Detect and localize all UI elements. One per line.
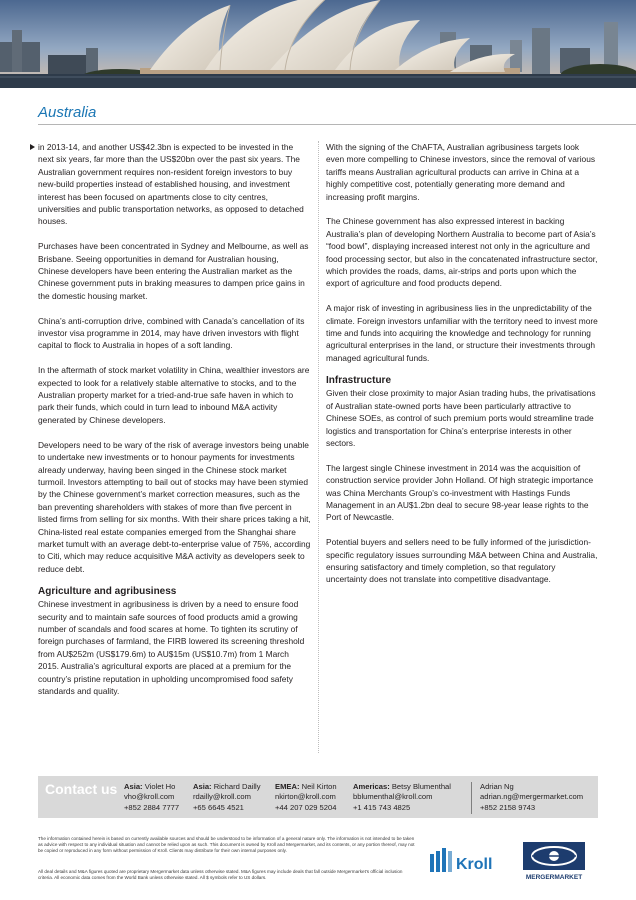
data-source-note: All deal details and M&A figures quoted are proprietary Mergermarket data unless otherwise stated. M&A figures may include deals that fall outside Mergermarket’s official inclusion criteria. All economic data comes from the World Bank unless otherwise stated. All $ symbols refer to US dollars. <box>38 869 403 881</box>
body-paragraph: China’s anti-corruption drive, combined with Canada’s cancellation of its investor visa programme in 2014, may have driven investors with flight capital to flock to Australia in hopes of a soft landing. <box>38 315 305 351</box>
contact-card <box>353 782 451 813</box>
contact-phone: +1 415 743 4825 <box>353 802 411 812</box>
mergermarket-logo-text: MERGERMARKET <box>525 874 583 881</box>
contact-us-title: Contact us <box>45 781 118 797</box>
contact-divider <box>471 782 472 814</box>
kroll-logo <box>430 848 504 876</box>
contact-card <box>124 782 179 813</box>
body-paragraph: in 2013-14, and another US$42.3bn is expected to be invested in the next six years, far more than the US$20bn over the past six years. The Australian government requires non-resident foreign investors to buy new-build properties instead of established housing, and investment interest has been focused on apartments close to city centres, universities and public transportation networks, as opposed to detached houses. <box>38 142 304 227</box>
contact-name: Neil Kirton <box>301 782 337 791</box>
left-column <box>38 141 311 710</box>
contact-phone: +852 2158 9743 <box>480 802 536 812</box>
heading-infrastructure: Infrastructure <box>326 375 392 387</box>
contact-bar <box>38 776 598 818</box>
contact-card <box>193 782 261 813</box>
heading-agriculture: Agriculture and agribusiness <box>38 586 177 598</box>
body-paragraph: A major risk of investing in agribusiness lies in the unpredictability of the climate. Foreign investors unfamiliar with the territory need to invest more time and funds into acquiring the knowledge and technology for running agricultural enterprises in the land, or structure their investments through managed agricultural funds. <box>326 303 598 363</box>
contact-region: Americas: <box>353 782 390 791</box>
body-paragraph: Chinese investment in agribusiness is driven by a need to ensure food security and to maintain safe sources of food products amid a growing number of scandals and food scares at home. To tighten its scrutiny of foreign purchases of farmland, the FIRB lowered its screening threshold from AU$252m (US$179.6m) to AU$15m (US$10.7m) from 1 March 2015. Australia’s agricultural exports are placed at a premium for the country’s pristine reputation in upholding uncompromised food safety standards and quality. <box>38 599 305 696</box>
body-paragraph: In the aftermath of stock market volatility in China, wealthier investors are expected to look for a relatively stable alternative to stocks, and to the Australian property market for a tried-and-true safe haven in which to park their funds, which could in turn lead to inbound M&A activity generated by Chinese developers. <box>38 365 310 425</box>
contact-name: Adrian Ng <box>480 782 514 791</box>
contact-email[interactable]: bblumenthal@kroll.com <box>353 792 433 802</box>
contact-email[interactable]: adrian.ng@mergermarket.com <box>480 792 584 802</box>
header-banner-photo <box>0 0 636 88</box>
contact-phone: +852 2884 7777 <box>124 802 180 812</box>
body-paragraph: Developers need to be wary of the risk of average investors being unable to undertake new investments or to honour payments for investments already underway, having been singed in the Chinese stock market turmoil. Investors attempting to bail out of stocks may have been stymied by the Chinese government’s market correction measures, such as the ban preventing shareholders with stakes of more than five percent in listed firms from selling for six months. With their share prices taking a hit, China-listed real estate companies emerged from the Shanghai share market tumult with an average debt-to-enterprise value of 75%, according to Citi, which may reduce acquisitive M&A activity as developers seek to reduce debt. <box>38 439 311 574</box>
contact-name: Betsy Blumenthal <box>391 782 451 791</box>
sydney-opera-house-image <box>0 0 636 88</box>
right-column <box>326 141 598 598</box>
section-title: Australia <box>38 104 97 121</box>
contact-name: Violet Ho <box>144 782 176 791</box>
body-paragraph: With the signing of the ChAFTA, Australian agribusiness targets look even more compelling to Chinese investors, since the removal of various tariffs means Australian agricultural products can arrive in China at a highly competitive cost, potentially generating more demand and increasing profit margins. <box>326 142 596 202</box>
body-paragraph: The Chinese government has also expressed interest in backing Australia’s plan of developing Northern Australia to become part of Asia’s “food bowl”, displaying increased interest not only in the agriculture and food processing sector, but also in the concatenated infrastructure sector, which provides the roads, dams, air-strips and ports upon which the export of agriculture and food products depend. <box>326 216 598 289</box>
mergermarket-logo <box>523 842 585 882</box>
column-divider <box>318 141 319 753</box>
disclaimer-text: The information contained herein is based on currently available sources and should be understood to be information of a general nature only. The information is not intended to be taken as advice with respect to any individual situation and cannot be relied upon as such. This document is owned by Kroll and Mergermarket, and its contents, or any portion thereof, may not be copied or reproduced in any form without permission of Kroll. Clients may distribute for their own internal purposes only. <box>38 836 415 854</box>
continuation-arrow-icon <box>30 144 35 150</box>
contact-phone: +65 6645 4521 <box>193 802 244 812</box>
kroll-logo-text: Kroll <box>456 856 493 873</box>
contact-card <box>275 782 337 813</box>
contact-card <box>480 782 583 813</box>
contact-phone: +44 207 029 5204 <box>275 802 337 812</box>
title-divider <box>38 124 636 125</box>
contact-email[interactable]: rdailly@kroll.com <box>193 792 251 802</box>
contact-region: Asia: <box>124 782 143 791</box>
body-paragraph: The largest single Chinese investment in 2014 was the acquisition of construction service provider John Holland. Of high strategic importance was China Merchants Group’s co-investment with Hastings Funds Management in an AU$1.2bn deal to secure 98-year lease rights to the Port of Newcastle. <box>326 462 594 523</box>
body-paragraph: Potential buyers and sellers need to be fully informed of the jurisdiction-specific regulatory issues surrounding M&A between China and Australia, ensuring satisfactory and timely completion, so that regulatory uncertainty does not translate into competitive disadvantage. <box>326 537 598 585</box>
contact-name: Richard Dailly <box>213 782 261 791</box>
body-paragraph: Given their close proximity to major Asian trading hubs, the privatisations of Australian state-owned ports have been particularly attractive to Chinese SOEs, as control of such premium ports would streamline trade logistics and transportation for China’s enterprise interests in other sectors. <box>326 388 596 448</box>
body-paragraph: Purchases have been concentrated in Sydney and Melbourne, as well as Brisbane. Seeing opportunities in demand for Australian housing, Chinese developers have been entering the Australian market as the Chinese government puts in braking measures to dampen price gains in the domestic housing market. <box>38 241 309 301</box>
contact-email[interactable]: vho@kroll.com <box>124 792 175 802</box>
contact-email[interactable]: nkirton@kroll.com <box>275 792 336 802</box>
contact-region: Asia: <box>193 782 212 791</box>
contact-region: EMEA: <box>275 782 300 791</box>
